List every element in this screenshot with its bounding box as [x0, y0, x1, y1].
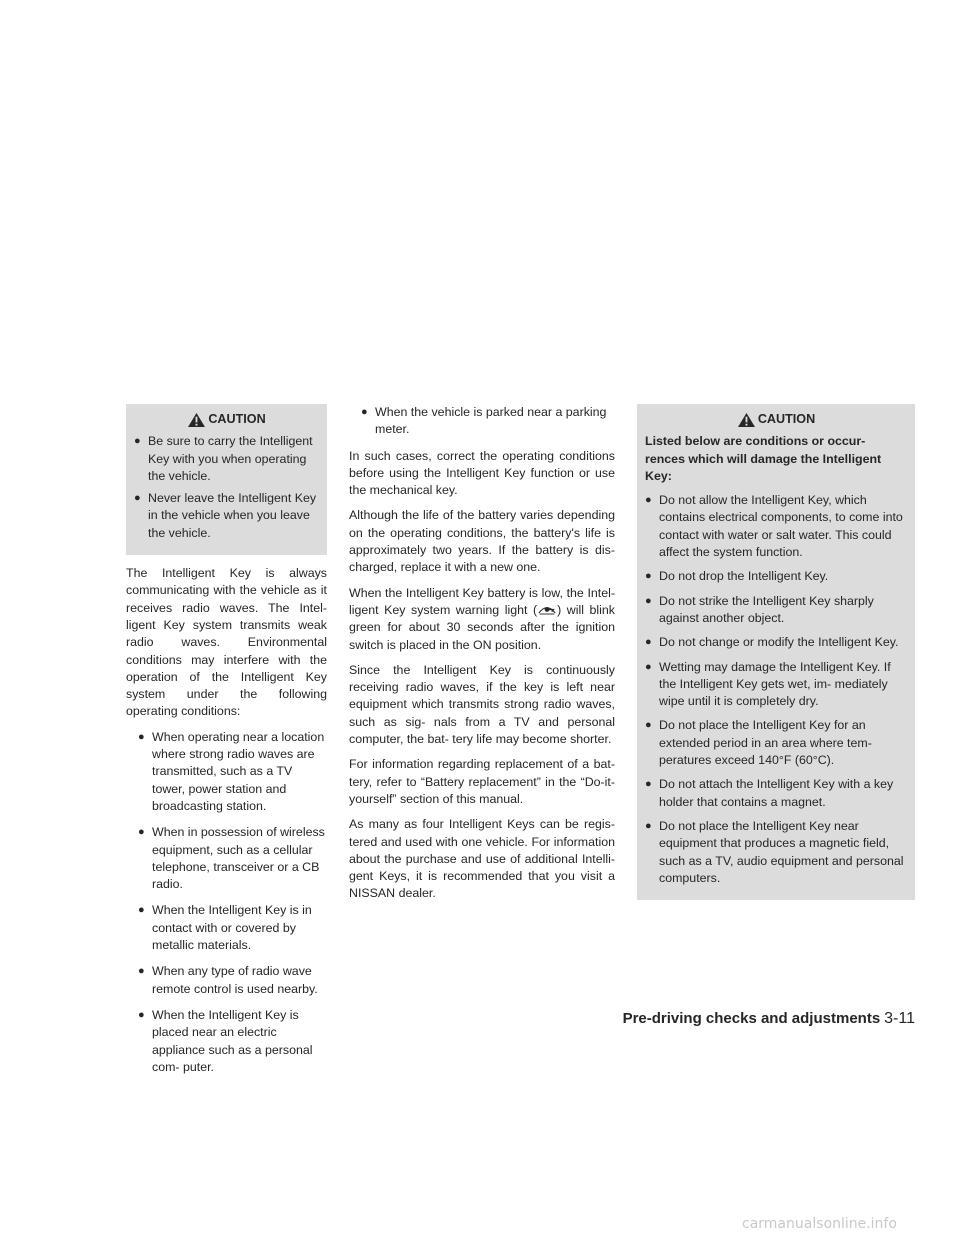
warning-triangle-icon: [737, 412, 756, 428]
caution-list-2: [645, 492, 907, 887]
operating-conditions-list-cont: [361, 404, 615, 439]
watermark-text: carmanualsonline.info: [742, 1216, 897, 1232]
caution-box-1: [126, 404, 327, 555]
caution-box-2: [637, 404, 915, 900]
operating-conditions-list: [138, 729, 327, 1076]
caution-header-2: [645, 406, 907, 433]
paragraph-text: ) will blink green for about 30 seconds after the ignition switch is placed in the ON position.: [349, 602, 615, 652]
page-number: 3-11: [884, 1010, 915, 1027]
list-item: ● When the Intelligent Key is placed near an electric appliance such as a personal com- puter.: [138, 1007, 327, 1076]
caution-item: ● Do not drop the Intelligent Key.: [645, 568, 907, 585]
intro-paragraph: The Intelligent Key is always communicating with the vehicle as it receives radio waves. The Intel- ligent Key system transmits weak radio waves. Environmental conditions may interfere with the operation of the Intelligent Key system under the following operating conditions:: [126, 566, 327, 719]
list-item: ● When the Intelligent Key is in contact with or covered by metallic materials.: [138, 902, 327, 954]
caution-item: ● Never leave the Intelligent Key in the vehicle when you leave the vehicle.: [134, 490, 319, 542]
caution-intro: Listed below are conditions or occur- rences which will damage the Intelligent Key:: [645, 434, 882, 483]
paragraph: In such cases, correct the operating conditions before using the Intelligent Key function or use the mechanical key.: [349, 448, 615, 498]
list-item: ● When operating near a location where strong radio waves are transmitted, such as a TV tower, power station and broadcasting station.: [138, 729, 327, 815]
section-title: Pre-driving checks and adjustments: [622, 1010, 881, 1027]
caution-item: ● Wetting may damage the Intelligent Key. If the Intelligent Key gets wet, im- mediately wipe until it is completely dry.: [645, 659, 907, 711]
caution-item: ● Do not allow the Intelligent Key, which contains electrical components, to come into contact with water or salt water. This could affect the system function.: [645, 492, 907, 561]
warning-light-paragraph: [349, 585, 615, 654]
intelligent-key-warning-icon: [537, 602, 557, 616]
caution-list-1: [134, 433, 319, 542]
caution-item: ● Do not change or modify the Intelligent Key.: [645, 634, 907, 651]
caution-item: ● Do not attach the Intelligent Key with a key holder that contains a magnet.: [645, 776, 907, 811]
column-left: [126, 404, 327, 1085]
page-footer: [623, 1010, 915, 1027]
caution-item: ● Do not place the Intelligent Key for an extended period in an area where tem- peratures exceed 140°F (60°C).: [645, 717, 907, 769]
paragraph: As many as four Intelligent Keys can be regis- tered and used with one vehicle. For information about the purchase and use of additional Intelli- gent Keys, it is recommended that you visit a NISSAN dealer.: [349, 817, 615, 901]
column-right: [637, 404, 915, 900]
list-item: ● When the vehicle is parked near a parking meter.: [361, 404, 615, 439]
warning-triangle-icon: [187, 412, 206, 428]
paragraph: Although the life of the battery varies depending on the operating conditions, the battery's life is approximately two years. If the battery is dis- charged, replace it with a new one.: [349, 508, 615, 575]
caution-header-1: [134, 406, 319, 433]
column-middle: [349, 404, 615, 911]
paragraph: Since the Intelligent Key is continuously receiving radio waves, if the key is left near equipment which transmits strong radio waves, such as sig- nals from a TV and personal computer, the bat- tery life may become shorter.: [349, 662, 615, 747]
list-item: ● When in possession of wireless equipment, such as a cellular telephone, transceiver or a CB radio.: [138, 824, 327, 893]
caution-title-1: CAUTION: [208, 412, 266, 426]
caution-item: ● Do not strike the Intelligent Key sharply against another object.: [645, 593, 907, 628]
paragraph-text: When the Intelligent Key battery is low, the Intel- ligent Key system warning light (: [349, 585, 615, 617]
paragraph: For information regarding replacement of a bat- tery, refer to “Battery replacement” in the “Do-it- yourself” section of this manual.: [349, 757, 615, 806]
caution-item: ● Be sure to carry the Intelligent Key with you when operating the vehicle.: [134, 433, 319, 485]
caution-item: ● Do not place the Intelligent Key near equipment that produces a magnetic field, such as a TV, audio equipment and personal computers.: [645, 818, 907, 887]
caution-title-2: CAUTION: [757, 412, 816, 426]
list-item: ● When any type of radio wave remote control is used nearby.: [138, 963, 327, 998]
